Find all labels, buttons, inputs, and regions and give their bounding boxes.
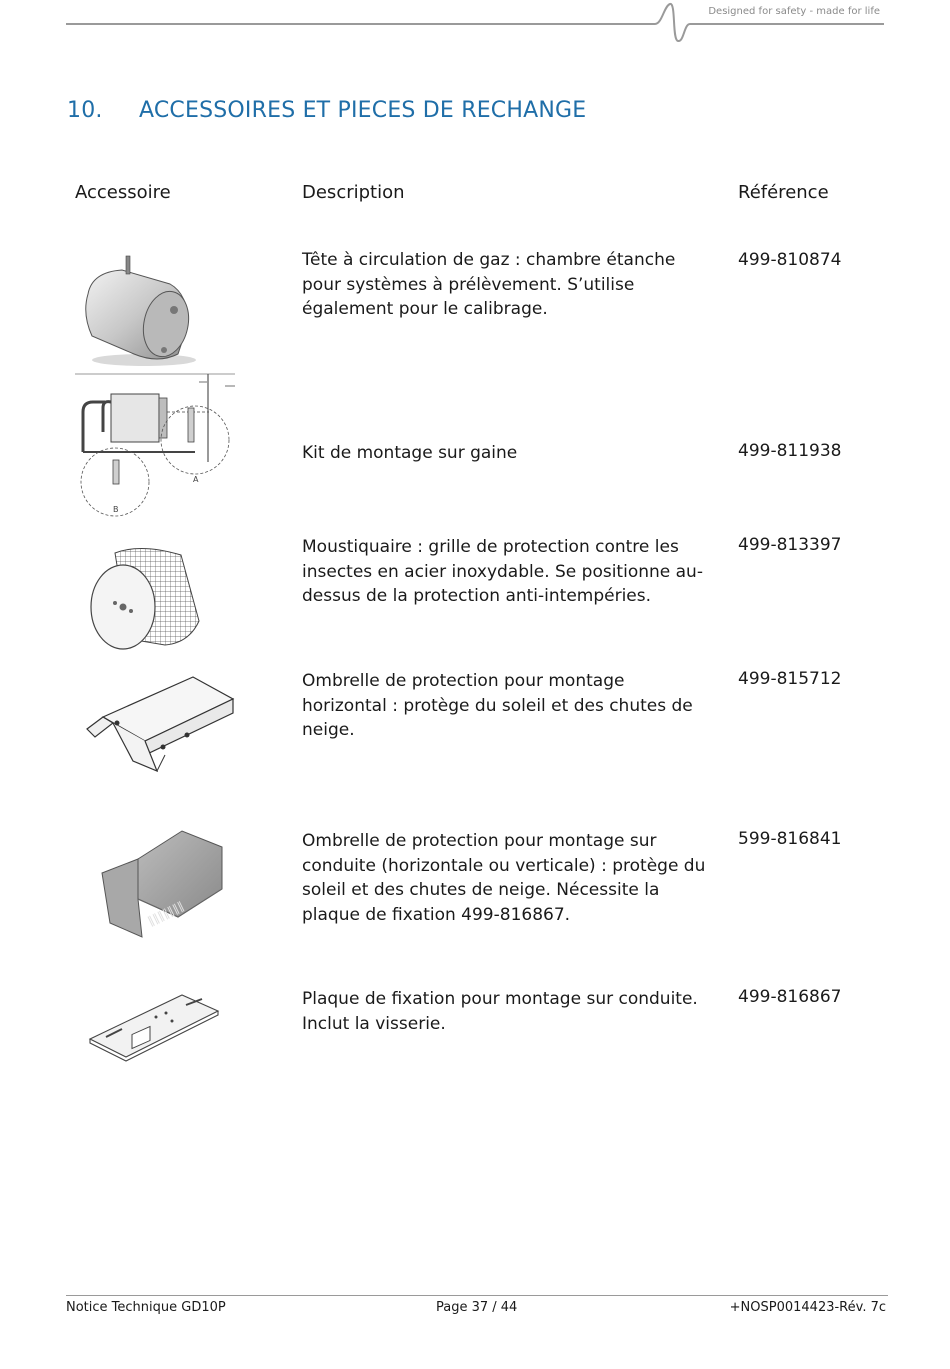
column-header-accessory: Accessoire — [75, 182, 171, 203]
column-header-description: Description — [302, 182, 405, 203]
row-reference: 599-816841 — [738, 829, 842, 849]
header-tagline: Designed for safety - made for life — [708, 6, 880, 17]
mounting-plate-icon — [86, 991, 226, 1071]
footer-document-title: Notice Technique GD10P — [66, 1300, 226, 1315]
horizontal-sunshade-icon — [83, 673, 243, 773]
drawing-label-a: A — [193, 475, 199, 484]
row-reference: 499-810874 — [738, 250, 842, 270]
footer-page-number: Page 37 / 44 — [436, 1300, 518, 1315]
section-title — [67, 98, 586, 123]
section-title-text: ACCESSOIRES ET PIECES DE RECHANGE — [139, 98, 587, 123]
duct-mount-kit-drawing — [75, 372, 245, 524]
row-reference: 499-816867 — [738, 987, 842, 1007]
row-reference: 499-813397 — [738, 535, 842, 555]
footer-document-reference: +NOSP0014423-Rév. 7c — [729, 1300, 886, 1315]
row-description: Ombrelle de protection pour montage horizontal : protège du soleil et des chutes de neige. — [302, 671, 693, 740]
conduit-sunshade-icon — [98, 829, 238, 941]
drawing-label-b: B — [113, 505, 119, 514]
row-description: Ombrelle de protection pour montage sur conduite (horizontale ou verticale) : protège du soleil et des chutes de neige. Nécessite la plaque de fixation 499-816867. — [302, 831, 706, 925]
section-number: 10. — [67, 98, 103, 123]
insect-screen-icon — [85, 541, 205, 659]
gas-flow-head-icon — [78, 254, 208, 374]
row-description: Kit de montage sur gaine — [302, 443, 518, 463]
row-description: Moustiquaire : grille de protection contre les insectes en acier inoxydable. Se positionne au-dessus de la protection anti-intempéries. — [302, 537, 703, 606]
row-description: Tête à circulation de gaz : chambre étanche pour systèmes à prélèvement. S’utilise également pour le calibrage. — [302, 250, 676, 319]
svg-text:‖‖‖‖‖‖‖: ‖‖‖‖‖‖‖ — [145, 899, 186, 928]
row-reference: 499-811938 — [738, 441, 842, 461]
column-header-reference: Référence — [738, 182, 829, 203]
row-description: Plaque de fixation pour montage sur conduite. Inclut la visserie. — [302, 989, 698, 1034]
row-reference: 499-815712 — [738, 669, 842, 689]
footer-divider — [66, 1295, 888, 1296]
